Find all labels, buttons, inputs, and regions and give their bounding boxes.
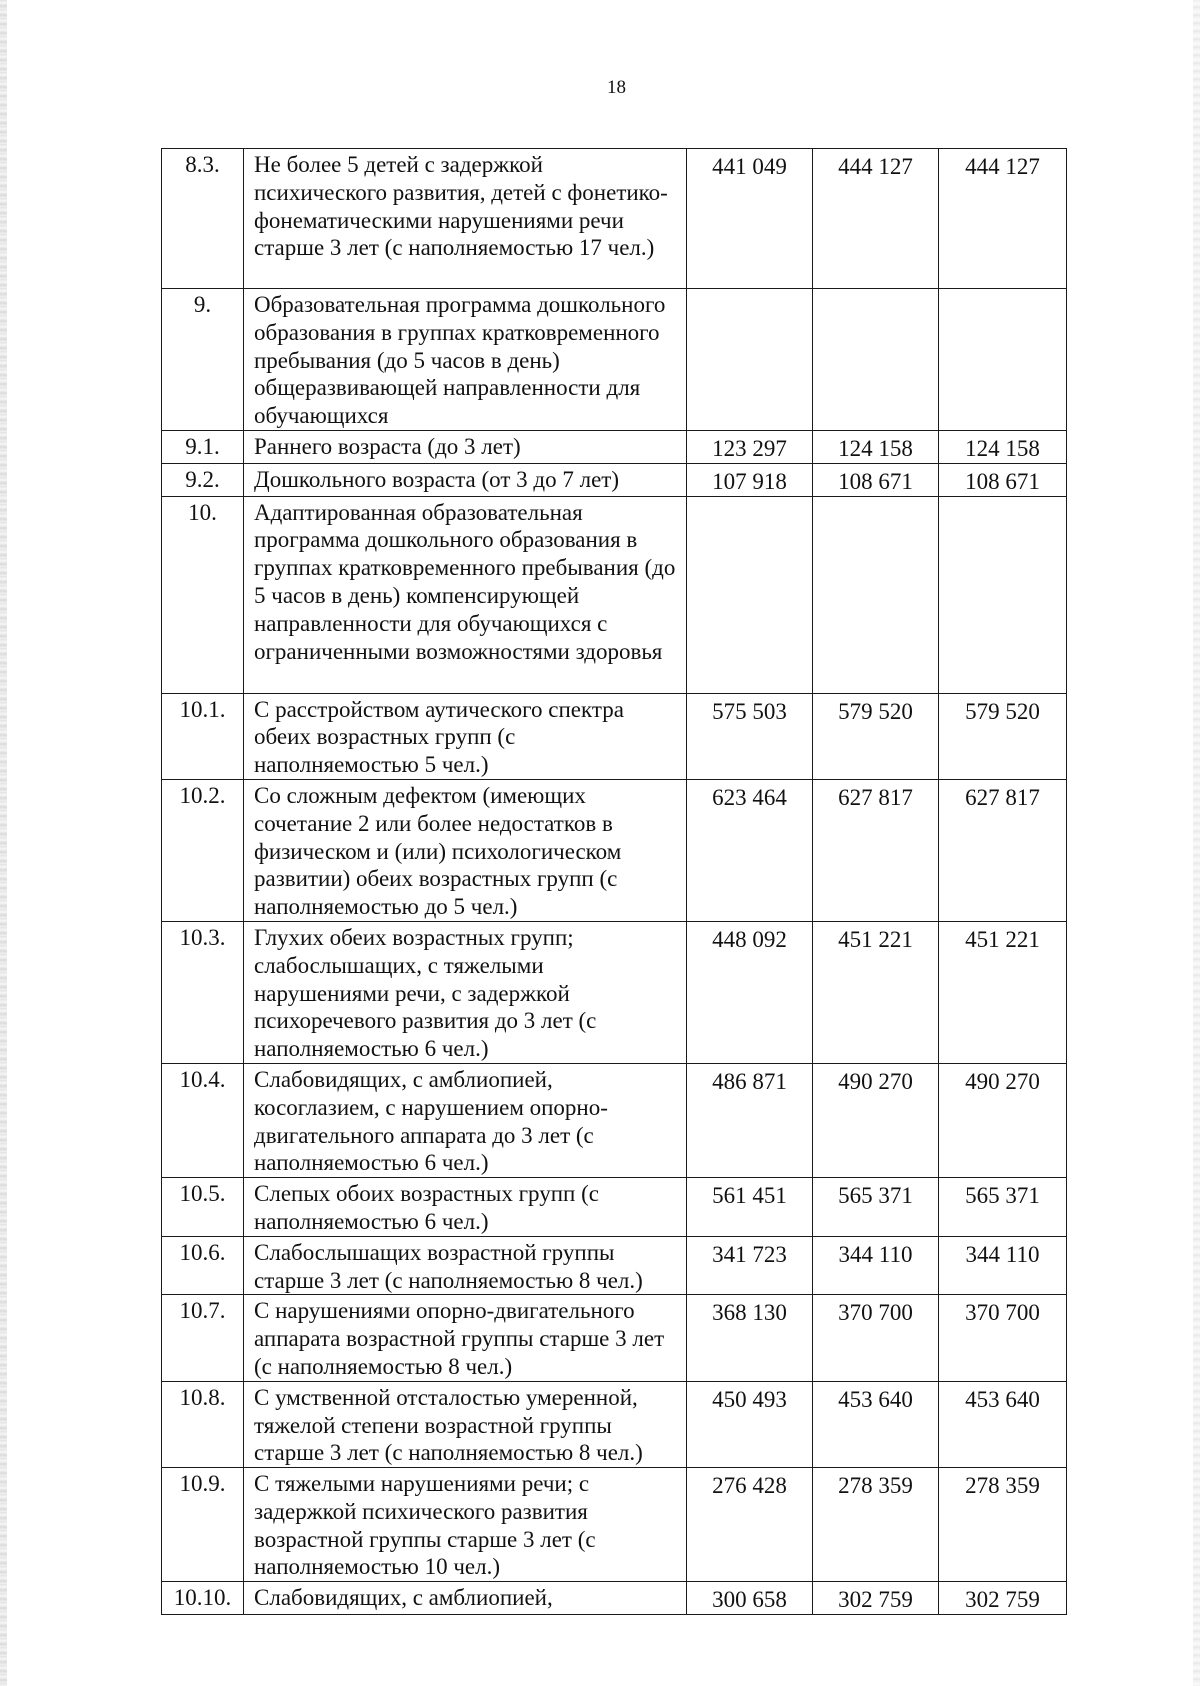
value-col-1: 123 297 [687, 430, 813, 463]
row-description: Дошкольного возраста (от 3 до 7 лет) [244, 463, 687, 496]
table-row [162, 1178, 1067, 1237]
row-description: Со сложным дефектом (имеющих сочетание 2 или более недостатков в физическом и (или) психологическом развитии) обеих возрастных групп (с наполняемостью до 5 чел.) [244, 779, 687, 921]
row-number: 9.1. [162, 430, 244, 463]
cost-table [161, 148, 1067, 1615]
table-row [162, 1236, 1067, 1295]
table-row [162, 463, 1067, 496]
value-col-3: 451 221 [939, 921, 1067, 1063]
value-col-2: 453 640 [813, 1381, 939, 1467]
table-row [162, 149, 1067, 289]
scan-edge-right [1193, 0, 1200, 1686]
table-row [162, 496, 1067, 693]
row-number: 10.2. [162, 779, 244, 921]
value-col-2: 490 270 [813, 1063, 939, 1177]
row-description: Глухих обеих возрастных групп; слабослышащих, с тяжелыми нарушениями речи, с задержкой психоречевого развития до 3 лет (с наполняемостью 6 чел.) [244, 921, 687, 1063]
value-col-1: 341 723 [687, 1236, 813, 1295]
value-col-3: 490 270 [939, 1063, 1067, 1177]
row-number: 10.9. [162, 1468, 244, 1582]
value-col-2 [813, 496, 939, 693]
value-col-3: 344 110 [939, 1236, 1067, 1295]
value-col-2: 344 110 [813, 1236, 939, 1295]
row-description: Адаптированная образовательная программа дошкольного образования в группах кратковременного пребывания (до 5 часов в день) компенсирующей направленности для обучающихся с ограниченными возможностями здоровья [244, 496, 687, 693]
row-number: 9.2. [162, 463, 244, 496]
table-row [162, 430, 1067, 463]
value-col-1 [687, 496, 813, 693]
row-description: С тяжелыми нарушениями речи; с задержкой психического развития возрастной группы старше 3 лет (с наполняемостью 10 чел.) [244, 1468, 687, 1582]
value-col-1: 450 493 [687, 1381, 813, 1467]
row-description: С умственной отсталостью умеренной, тяжелой степени возрастной группы старше 3 лет (с наполняемостью 8 чел.) [244, 1381, 687, 1467]
row-number: 10.10. [162, 1582, 244, 1615]
value-col-3: 108 671 [939, 463, 1067, 496]
value-col-3: 278 359 [939, 1468, 1067, 1582]
value-col-3: 124 158 [939, 430, 1067, 463]
page-number: 18 [607, 77, 626, 98]
table-row [162, 1295, 1067, 1381]
value-col-2: 579 520 [813, 693, 939, 779]
row-description: Слепых обоих возрастных групп (с наполняемостью 6 чел.) [244, 1178, 687, 1237]
value-col-2: 444 127 [813, 149, 939, 289]
row-number: 10.5. [162, 1178, 244, 1237]
value-col-3: 627 817 [939, 779, 1067, 921]
row-description: Слабовидящих, с амблиопией, [244, 1582, 687, 1615]
value-col-1: 276 428 [687, 1468, 813, 1582]
row-number: 9. [162, 289, 244, 431]
row-number: 10.6. [162, 1236, 244, 1295]
table-row [162, 1063, 1067, 1177]
value-col-3 [939, 289, 1067, 431]
value-col-1: 448 092 [687, 921, 813, 1063]
table-row [162, 1582, 1067, 1615]
value-col-3: 565 371 [939, 1178, 1067, 1237]
value-col-2: 278 359 [813, 1468, 939, 1582]
value-col-1 [687, 289, 813, 431]
value-col-2: 565 371 [813, 1178, 939, 1237]
value-col-1: 486 871 [687, 1063, 813, 1177]
value-col-3: 302 759 [939, 1582, 1067, 1615]
table-row [162, 779, 1067, 921]
scan-edge-left [0, 0, 7, 1686]
value-col-2: 124 158 [813, 430, 939, 463]
row-description: Слабовидящих, с амблиопией, косоглазием, с нарушением опорно-двигательного аппарата до 3 лет (с наполняемостью 6 чел.) [244, 1063, 687, 1177]
table-row [162, 921, 1067, 1063]
row-description: Не более 5 детей с задержкой психического развития, детей с фонетико-фонематическими нарушениями речи старше 3 лет (с наполняемостью 17 чел.) [244, 149, 687, 289]
row-number: 10.8. [162, 1381, 244, 1467]
table-row [162, 1468, 1067, 1582]
row-number: 8.3. [162, 149, 244, 289]
value-col-1: 368 130 [687, 1295, 813, 1381]
value-col-1: 623 464 [687, 779, 813, 921]
table-row [162, 289, 1067, 431]
value-col-2: 370 700 [813, 1295, 939, 1381]
row-number: 10.4. [162, 1063, 244, 1177]
value-col-3: 370 700 [939, 1295, 1067, 1381]
value-col-2: 302 759 [813, 1582, 939, 1615]
table-row [162, 693, 1067, 779]
value-col-3: 444 127 [939, 149, 1067, 289]
row-description: Слабослышащих возрастной группы старше 3 лет (с наполняемостью 8 чел.) [244, 1236, 687, 1295]
value-col-1: 441 049 [687, 149, 813, 289]
value-col-1: 575 503 [687, 693, 813, 779]
value-col-1: 107 918 [687, 463, 813, 496]
row-description: Образовательная программа дошкольного образования в группах кратковременного пребывания (до 5 часов в день) общеразвивающей направленности для обучающихся [244, 289, 687, 431]
value-col-3: 579 520 [939, 693, 1067, 779]
row-number: 10. [162, 496, 244, 693]
row-description: Раннего возраста (до 3 лет) [244, 430, 687, 463]
row-number: 10.1. [162, 693, 244, 779]
value-col-3 [939, 496, 1067, 693]
value-col-2 [813, 289, 939, 431]
row-number: 10.7. [162, 1295, 244, 1381]
value-col-2: 451 221 [813, 921, 939, 1063]
value-col-1: 300 658 [687, 1582, 813, 1615]
row-description: С расстройством аутического спектра обеих возрастных групп (с наполняемостью 5 чел.) [244, 693, 687, 779]
row-description: С нарушениями опорно-двигательного аппарата возрастной группы старше 3 лет (с наполняемостью 8 чел.) [244, 1295, 687, 1381]
table-row [162, 1381, 1067, 1467]
value-col-2: 108 671 [813, 463, 939, 496]
row-number: 10.3. [162, 921, 244, 1063]
value-col-3: 453 640 [939, 1381, 1067, 1467]
value-col-1: 561 451 [687, 1178, 813, 1237]
value-col-2: 627 817 [813, 779, 939, 921]
